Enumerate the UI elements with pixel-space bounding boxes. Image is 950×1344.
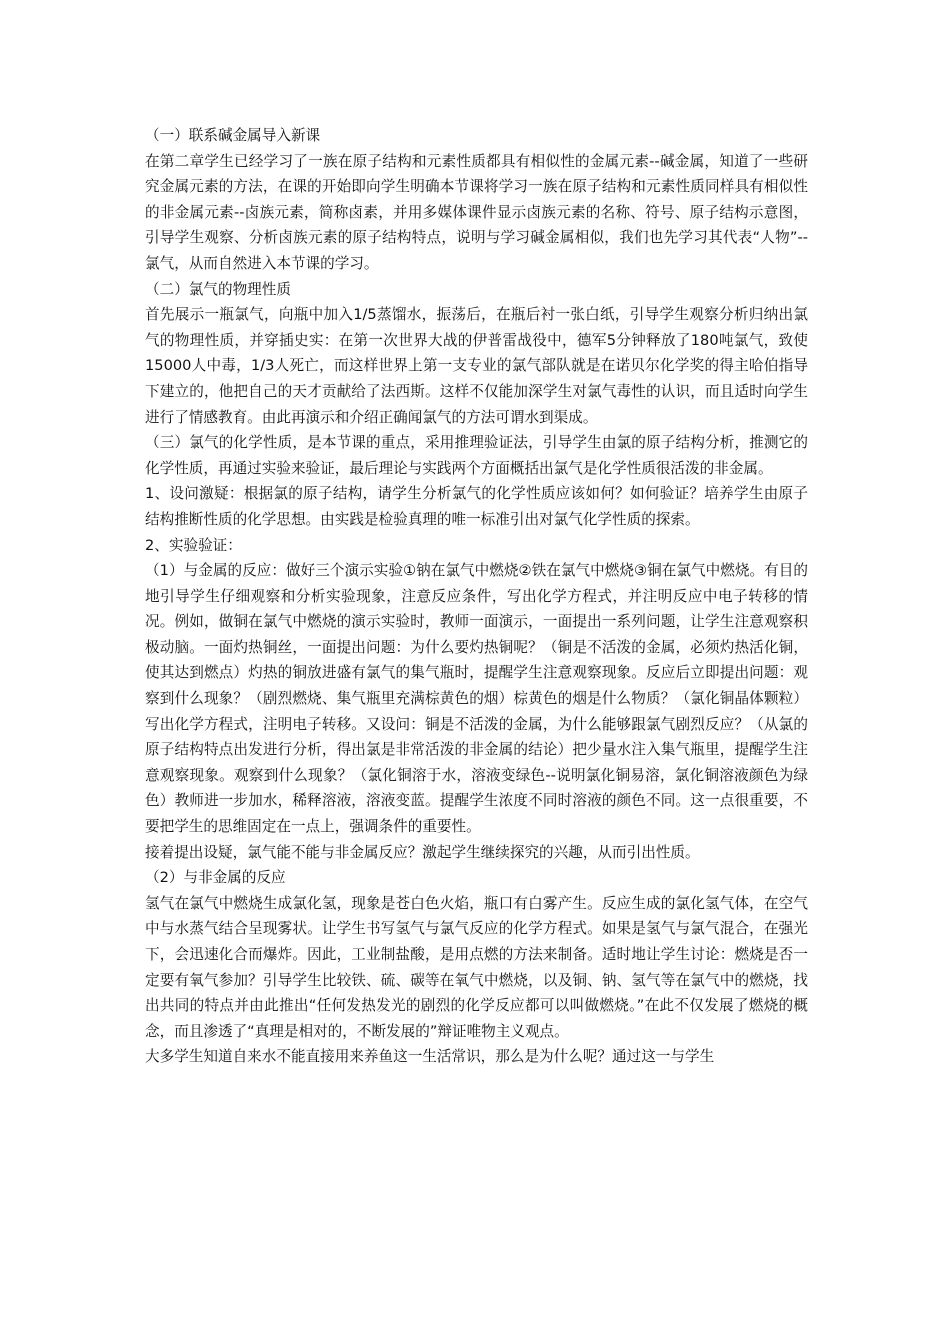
- subheading-experiment: 2、实验验证：: [145, 536, 242, 554]
- paragraph-question: 1、设问激疑：根据氯的原子结构，请学生分析氯气的化学性质应该如何？如何验证？培养学生由原子结构推断性质的化学思想。由实践是检验真理的唯一标准引出对氯气化学性质的探索。: [145, 485, 808, 528]
- paragraph-metal-reaction: （1）与金属的反应：做好三个演示实验①钠在氯气中燃烧②铁在氯气中燃烧③铜在氯气中燃烧。有目的地引导学生仔细观察和分析实验现象，注意反应条件，写出化学方程式，并注明反应中电子转移的情况。例如，做铜在氯气中燃烧的演示实验时，教师一面演示，一面提出一系列问题，让学生注意观察积极动脑。一面灼热铜丝，一面提出问题：为什么要灼热铜呢？（铜是不活泼的金属，必须灼热活化铜，使其达到燃点）灼热的铜放进盛有氯气的集气瓶时，提醒学生注意观察现象。反应后立即提出问题：观察到什么现象？（剧烈燃烧、集气瓶里充满棕黄色的烟）棕黄色的烟是什么物质？（氯化铜晶体颗粒）写出化学方程式，注明电子转移。又设问：铜是不活泼的金属，为什么能够跟氯气剧烈反应？（从氯的原子结构特点出发进行分析，得出氯是非常活泼的非金属的结论）把少量水注入集气瓶里，提醒学生注意观察现象。观察到什么现象？（氯化铜溶于水，溶液变绿色--说明氯化铜易溶，氯化铜溶液颜色为绿色）教师进一步加水，稀释溶液，溶液变蓝。提醒学生浓度不同时溶液的颜色不同。这一点很重要，不要把学生的思维固定在一点上，强调条件的重要性。: [145, 562, 808, 836]
- section-heading-chemical: （三）氯气的化学性质，是本节课的重点，采用推理验证法，引导学生由氯的原子结构分析，推测它的化学性质，再通过实验来验证，最后理论与实践两个方面概括出氯气是化学性质很活泼的非金属。: [145, 434, 808, 477]
- document-body: [145, 123, 808, 1070]
- paragraph-intro: 在第二章学生已经学习了一族在原子结构和元素性质都具有相似性的金属元素--碱金属，知道了一些研究金属元素的方法，在课的开始即向学生明确本节课将学习一族在原子结构和元素性质同样具有相似性的非金属元素--卤族元素，简称卤素，并用多媒体课件显示卤族元素的名称、符号、原子结构示意图，引导学生观察、分析卤族元素的原子结构特点，说明与学习碱金属相似，我们也先学习其代表“人物”--氯气，从而自然进入本节课的学习。: [145, 152, 808, 272]
- paragraph-nonmetal-reaction: 氢气在氯气中燃烧生成氯化氢，现象是苍白色火焰，瓶口有白雾产生。反应生成的氯化氢气体，在空气中与水蒸气结合呈现雾状。让学生书写氢气与氯气反应的化学方程式。如果是氢气与氯气混合，在强光下，会迅速化合而爆炸。因此，工业制盐酸，是用点燃的方法来制备。适时地让学生讨论：燃烧是否一定要有氧气参加？引导学生比较铁、硫、碳等在氧气中燃烧，以及铜、钠、氢气等在氯气中的燃烧，找出共同的特点并由此推出“任何发热发光的剧烈的化学反应都可以叫做燃烧。”在此不仅发展了燃烧的概念，而且渗透了“真理是相对的，不断发展的”辩证唯物主义观点。: [145, 894, 808, 1040]
- paragraph-transition: 接着提出设疑，氯气能不能与非金属反应？激起学生继续探究的兴趣，从而引出性质。: [145, 843, 700, 861]
- section-heading-physical: （二）氯气的物理性质: [145, 280, 291, 298]
- paragraph-physical: 首先展示一瓶氯气，向瓶中加入1/5蒸馏水，振荡后，在瓶后衬一张白纸，引导学生观察分析归纳出氯气的物理性质，并穿插史实：在第一次世界大战的伊普雷战役中，德军5分钟释放了180吨氯气，致使15000人中毒，1/3人死亡，而这样世界上第一支专业的氯气部队就是在诺贝尔化学奖的得主哈伯指导下建立的，他把自己的天才贡献给了法西斯。这样不仅能加深学生对氯气毒性的认识，而且适时向学生进行了情感教育。由此再演示和介绍正确闻氯气的方法可谓水到渠成。: [145, 306, 808, 426]
- subheading-nonmetal-reaction: （2）与非金属的反应: [145, 869, 286, 887]
- section-heading-intro: （一）联系碱金属导入新课: [145, 127, 321, 144]
- paragraph-tap-water: 大多学生知道自来水不能直接用来养鱼这一生活常识，那么是为什么呢？通过这一与学生: [145, 1048, 715, 1066]
